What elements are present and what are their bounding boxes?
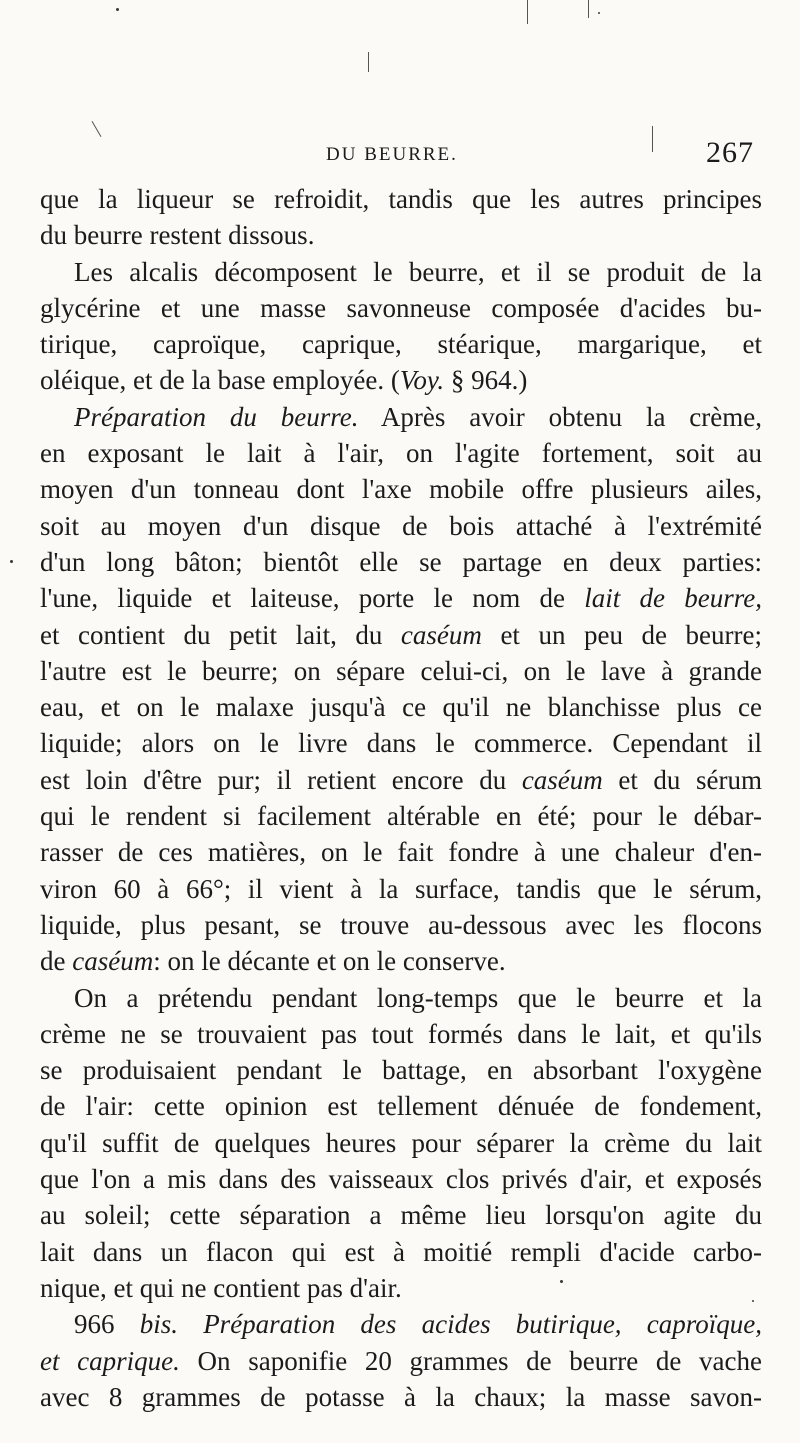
- text-line: Préparation du beurre. Après avoir obtenu la crème,: [74, 401, 762, 432]
- ink-mark: [652, 126, 653, 152]
- text-line: On a prétendu pendant long-temps que le beurre et la: [74, 982, 762, 1013]
- text-line: de l'air: cette opinion est tellement dénuée de fondement,: [40, 1091, 762, 1122]
- body-text: [40, 181, 762, 1415]
- text-line: que l'on a mis dans des vaisseaux clos privés d'air, et exposés: [40, 1164, 762, 1195]
- text-line: tirique, caproïque, caprique, stéarique, margarique, et: [40, 329, 762, 360]
- text-line: et contient du petit lait, du caséum et un peu de beurre;: [40, 619, 763, 650]
- text-line: viron 60 à 66°; il vient à la surface, tandis que le sérum,: [40, 873, 762, 904]
- text-line: glycérine et une masse savonneuse composée d'acides bu-: [40, 292, 762, 323]
- ink-speck: [10, 560, 13, 563]
- ink-mark: [588, 0, 589, 18]
- text-line: eau, et on le malaxe jusqu'à ce qu'il ne blanchisse plus ce: [40, 692, 762, 723]
- italic-phrase: caséum: [72, 946, 154, 977]
- italic-phrase: Préparation du beurre.: [74, 401, 359, 432]
- text-line: et caprique. On saponifie 20 grammes de beurre de vache: [40, 1345, 763, 1376]
- ink-speck: [752, 1300, 754, 1302]
- text-line: crème ne se trouvaient pas tout formés dans le lait, et qu'ils: [40, 1018, 762, 1049]
- text-line: moyen d'un tonneau dont l'axe mobile offre plusieurs ailes,: [40, 474, 762, 505]
- text-line: qu'il suffit de quelques heures pour séparer la crème du lait: [40, 1127, 762, 1158]
- page-header: [0, 136, 800, 180]
- text-line: l'une, liquide et laiteuse, porte le nom de lait de beurre,: [40, 583, 763, 614]
- text-line: l'autre est le beurre; on sépare celui-ci, on le lave à grande: [40, 655, 762, 686]
- italic-phrase: et caprique.: [40, 1345, 180, 1376]
- ink-mark: [92, 121, 102, 137]
- text-line: nique, et qui ne contient pas d'air.: [40, 1272, 402, 1303]
- italic-phrase: Voy.: [399, 365, 445, 396]
- text-line: rasser de ces matières, on le fait fondre à une chaleur d'en-: [40, 837, 762, 868]
- text-line: se produisaient pendant le battage, en absorbant l'oxygène: [40, 1055, 762, 1086]
- text-line: Les alcalis décomposent le beurre, et il se produit de la: [74, 256, 762, 287]
- text-line: lait dans un flacon qui est à moitié rempli d'acide carbo-: [40, 1236, 762, 1267]
- text-line: du beurre restent dissous.: [40, 220, 315, 251]
- italic-phrase: caséum: [521, 764, 603, 795]
- text-line: avec 8 grammes de potasse à la chaux; la masse savon-: [40, 1381, 762, 1412]
- text-line: que la liqueur se refroidit, tandis que les autres principes: [40, 184, 762, 214]
- text-line: au soleil; cette séparation a même lieu lorsqu'on agite du: [40, 1200, 762, 1231]
- ink-speck: [598, 12, 600, 14]
- ink-speck: [116, 8, 119, 11]
- text-line: liquide; alors on le livre dans le commerce. Cependant il: [40, 728, 762, 759]
- ink-mark: [368, 52, 369, 72]
- text-line: d'un long bâton; bientôt elle se partage en deux parties:: [40, 546, 762, 577]
- text-line: 966 bis. Préparation des acides butirique, caproïque,: [74, 1309, 762, 1340]
- text-line: est loin d'être pur; il retient encore du caséum et du sérum: [40, 764, 762, 795]
- italic-phrase: bis. Préparation des acides butirique, caproïque,: [139, 1309, 762, 1340]
- ink-speck: [560, 1280, 563, 1283]
- running-title: DU BEURRE.: [326, 144, 458, 165]
- text-line: qui le rendent si facilement altérable en été; pour le débar-: [40, 801, 762, 832]
- text-line: oléique, et de la base employée. (Voy. § 964.): [40, 365, 528, 396]
- italic-phrase: caséum: [400, 619, 482, 650]
- ink-mark: [527, 0, 528, 24]
- text-line: liquide, plus pesant, se trouve au-dessous avec les flocons: [40, 909, 762, 940]
- text-line: soit au moyen d'un disque de bois attaché à l'extrémité: [40, 510, 762, 541]
- page-number: 267: [706, 136, 754, 169]
- text-line: en exposant le lait à l'air, on l'agite fortement, soit au: [40, 438, 762, 469]
- text-line: de caséum: on le décante et on le conserve.: [40, 946, 506, 977]
- italic-phrase: lait de beurre,: [584, 583, 763, 614]
